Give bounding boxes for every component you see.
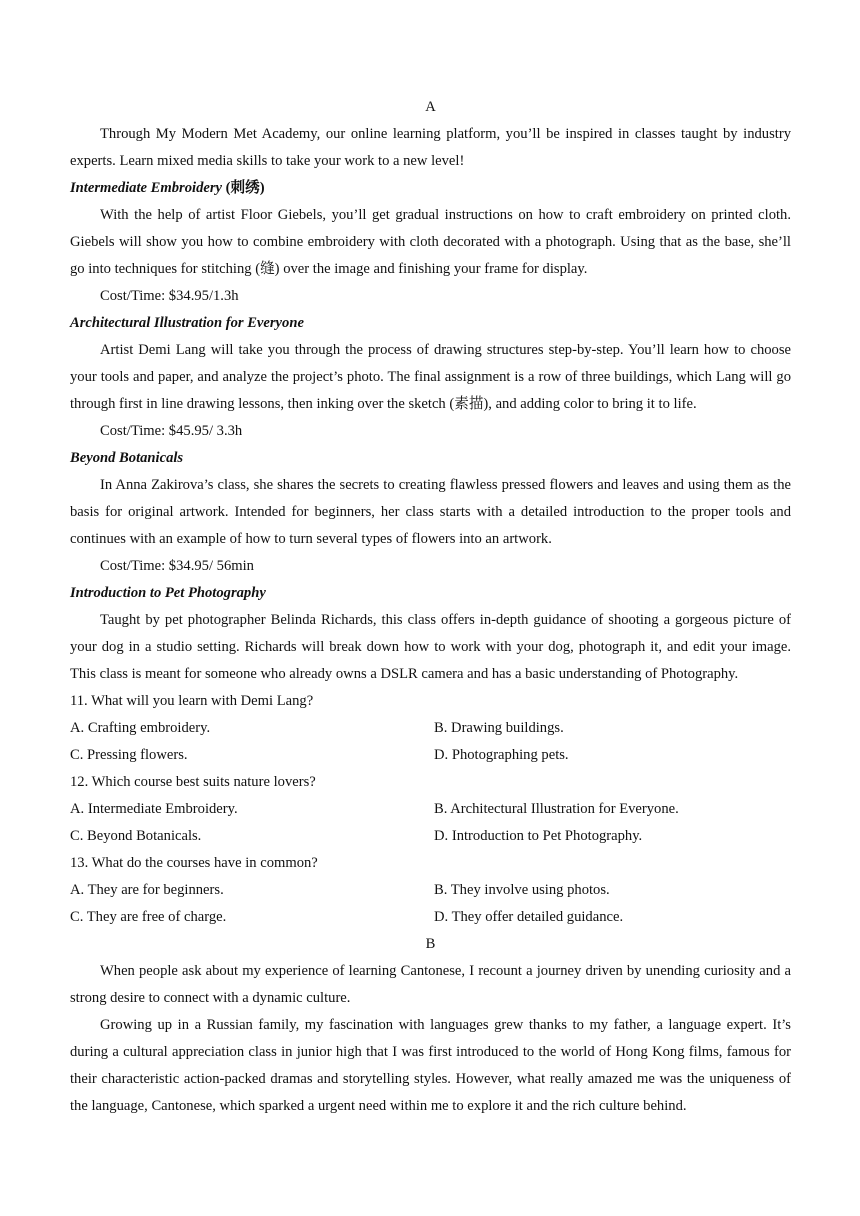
option-c: C. Beyond Botanicals. — [70, 828, 202, 844]
option-b: B. Drawing buildings. — [434, 720, 564, 736]
course-description-botanicals: In Anna Zakirova’s class, she shares the secrets to creating flawless pressed flowers and leaves and using them as the basis for original artwork. Intended for beginners, her class starts with a detailed introduction to the proper tools and continues with an example of how to turn several types of flowers into an artwork. — [70, 477, 791, 547]
question-stem-11: 11. What will you learn with Demi Lang? — [70, 693, 314, 709]
option-c: C. They are free of charge. — [70, 909, 227, 925]
question-options-row — [70, 823, 791, 850]
course-cost-embroidery: Cost/Time: $34.95/1.3h — [100, 288, 239, 304]
option-d: D. Introduction to Pet Photography. — [434, 828, 643, 844]
course-title-embroidery — [70, 175, 791, 202]
document-page — [70, 94, 791, 1120]
section-a-intro: Through My Modern Met Academy, our online learning platform, you’ll be inspired in classes taught by industry experts. Learn mixed media skills to take your work to a new level! — [70, 126, 791, 169]
course-description-architecture: Artist Demi Lang will take you through the process of drawing structures step-by-step. You’ll learn how to choose your tools and paper, and analyze the project’s photo. The final assignment is a row of three buildings, which Lang will go through first in line drawing lessons, then inking over the sketch (素描), and adding color to bring it to life. — [70, 342, 791, 412]
option-b: B. Architectural Illustration for Everyone. — [434, 801, 679, 817]
course-title-botanicals: Beyond Botanicals — [70, 450, 184, 466]
section-a-label: A — [425, 99, 436, 115]
question-options-row — [70, 904, 791, 931]
option-a: A. Crafting embroidery. — [70, 720, 211, 736]
course-cost-botanicals: Cost/Time: $34.95/ 56min — [100, 558, 254, 574]
course-description-pet-photography: Taught by pet photographer Belinda Richards, this class offers in-depth guidance of shooting a gorgeous picture of your dog in a studio setting. Richards will break down how to work with your dog, photograph it, and edit your image. This class is meant for someone who already owns a DSLR camera and has a basic understanding of Photography. — [70, 612, 791, 682]
option-a: A. They are for beginners. — [70, 882, 224, 898]
course-title-architecture: Architectural Illustration for Everyone — [70, 315, 304, 331]
course-title-chinese: (刺绣) — [222, 180, 265, 196]
course-description-embroidery: With the help of artist Floor Giebels, you’ll get gradual instructions on how to craft embroidery on printed cloth. Giebels will show you how to combine embroidery with cloth decorated with a photograph. Using that as the base, she’ll go into techniques for stitching (缝) over the image and finishing your frame for display. — [70, 207, 791, 277]
question-options-row — [70, 742, 791, 769]
question-options-row — [70, 877, 791, 904]
question-stem-13: 13. What do the courses have in common? — [70, 855, 318, 871]
question-stem-12: 12. Which course best suits nature lovers? — [70, 774, 316, 790]
section-b-paragraph-2: Growing up in a Russian family, my fascination with languages grew thanks to my father, a language expert. It’s during a cultural appreciation class in junior high that I was first introduced to the world of Hong Kong films, famous for their characteristic action-packed dramas and storytelling styles. However, what really amazed me was the uniqueness of the language, Cantonese, which sparked a urgent need within me to explore it and the rich culture behind. — [70, 1017, 791, 1114]
course-title-pet-photography: Introduction to Pet Photography — [70, 585, 266, 601]
option-a: A. Intermediate Embroidery. — [70, 801, 238, 817]
option-c: C. Pressing flowers. — [70, 747, 188, 763]
section-b-label: B — [425, 936, 436, 952]
course-title-text: Intermediate Embroidery — [70, 180, 223, 196]
course-cost-architecture: Cost/Time: $45.95/ 3.3h — [100, 423, 243, 439]
question-options-row — [70, 796, 791, 823]
question-options-row — [70, 715, 791, 742]
option-b: B. They involve using photos. — [434, 882, 610, 898]
option-d: D. Photographing pets. — [434, 747, 569, 763]
section-b-paragraph-1: When people ask about my experience of learning Cantonese, I recount a journey driven by unending curiosity and a strong desire to connect with a dynamic culture. — [70, 963, 791, 1006]
option-d: D. They offer detailed guidance. — [434, 909, 624, 925]
